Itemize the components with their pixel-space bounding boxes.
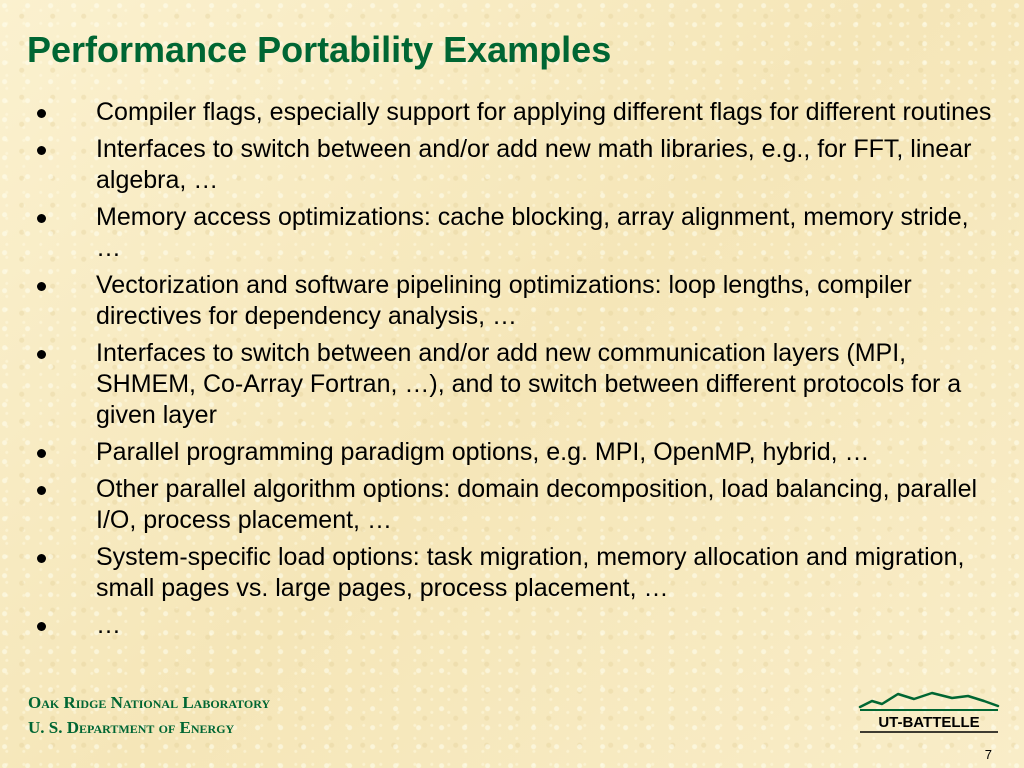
mountain-logo-icon <box>858 690 1000 738</box>
page-number: 7 <box>984 747 992 762</box>
footer-organization <box>28 690 270 740</box>
bullet-dot-icon <box>37 214 46 223</box>
bullet-item <box>0 474 1000 536</box>
bullet-dot-icon <box>37 146 46 155</box>
bullet-dot-icon <box>37 622 46 631</box>
org-name-line: Oak Ridge National Laboratory <box>28 693 271 712</box>
bullet-text: Interfaces to switch between and/or add new communication layers (MPI, SHMEM, Co-Array Fortran, …), and to switch between different protocols for a given layer <box>96 339 962 429</box>
bullet-text: Compiler flags, especially support for applying different flags for different routines <box>96 98 992 126</box>
bullet-dot-icon <box>37 449 46 458</box>
bullet-item <box>0 202 1000 264</box>
bullet-dot-icon <box>37 486 46 495</box>
bullet-text: Memory access optimizations: cache blocking, array alignment, memory stride, … <box>96 203 969 262</box>
bullet-item <box>0 134 1000 196</box>
bullet-dot-icon <box>37 350 46 359</box>
bullet-text: … <box>96 611 121 639</box>
bullet-text: Interfaces to switch between and/or add new math libraries, e.g., for FFT, linear algebra, … <box>96 135 972 194</box>
logo-text: UT-BATTELLE <box>878 714 980 731</box>
slide-title: Performance Portability Examples <box>27 29 612 70</box>
bullet-item <box>0 338 1000 431</box>
ut-battelle-logo <box>858 690 1000 738</box>
bullet-dot-icon <box>37 282 46 291</box>
bullet-text: System-specific load options: task migration, memory allocation and migration, small pages vs. large pages, process placement, … <box>96 543 965 602</box>
bullet-text: Vectorization and software pipelining optimizations: loop lengths, compiler directives for dependency analysis, … <box>96 271 912 330</box>
bullet-item <box>0 610 1000 641</box>
bullet-dot-icon <box>37 109 46 118</box>
department-line: U. S. Department of Energy <box>28 718 235 737</box>
bullet-list <box>0 97 1000 647</box>
bullet-item <box>0 270 1000 332</box>
bullet-item <box>0 437 1000 468</box>
bullet-item <box>0 542 1000 604</box>
bullet-item <box>0 97 1000 128</box>
bullet-dot-icon <box>37 554 46 563</box>
bullet-text: Parallel programming paradigm options, e.g. MPI, OpenMP, hybrid, … <box>96 438 870 466</box>
bullet-text: Other parallel algorithm options: domain decomposition, load balancing, parallel I/O, process placement, … <box>96 475 978 534</box>
